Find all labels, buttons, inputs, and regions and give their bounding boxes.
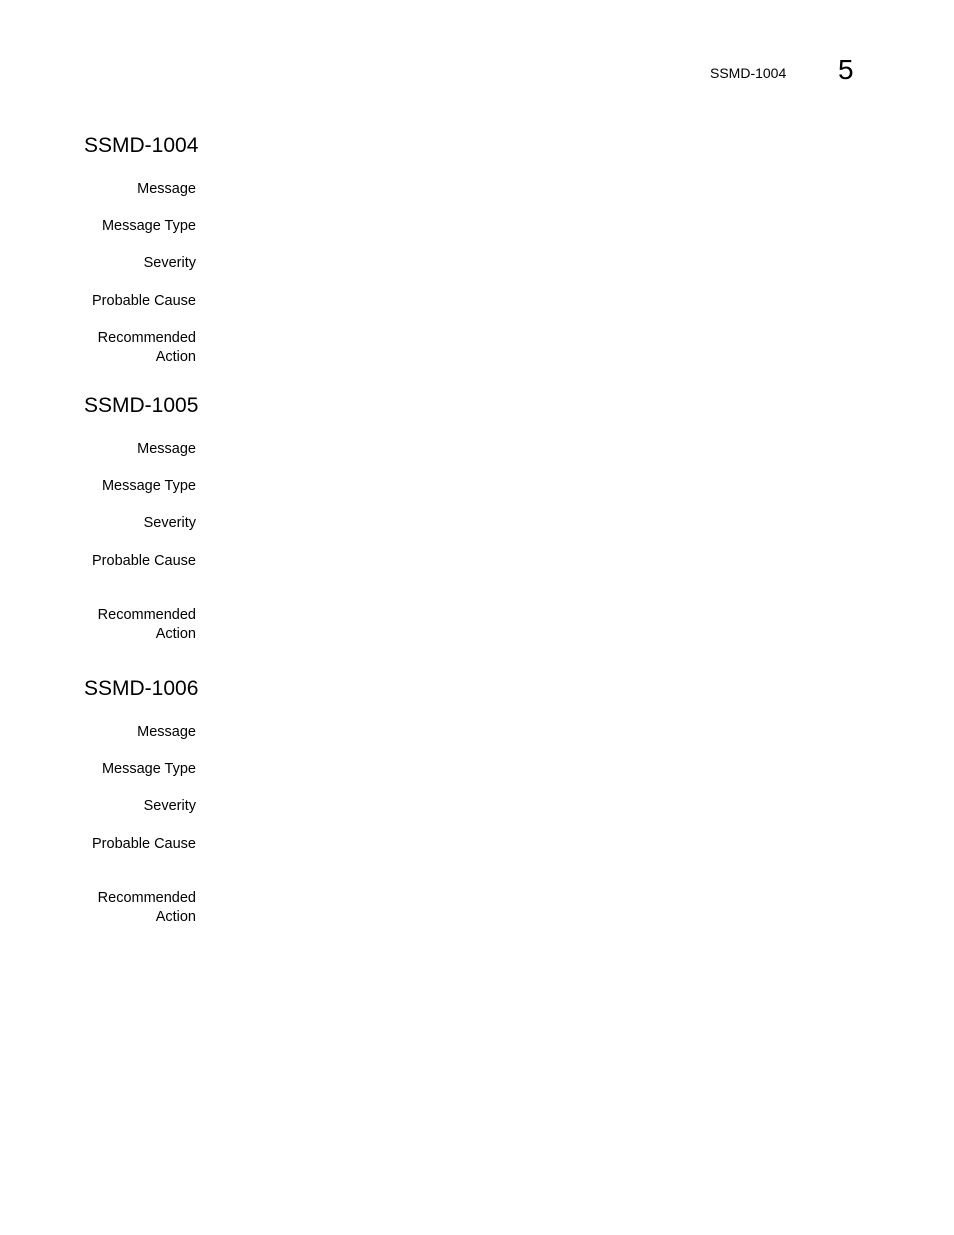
label-recommended: Recommended bbox=[97, 330, 196, 346]
label-probable-cause: Probable Cause bbox=[92, 553, 196, 569]
label-action: Action bbox=[155, 626, 196, 642]
label-message: Message bbox=[137, 441, 196, 457]
running-header-section-label: SSMD-1004 bbox=[710, 65, 787, 81]
chapter-number: 5 bbox=[838, 54, 854, 85]
label-probable-cause: Probable Cause bbox=[92, 836, 196, 852]
running-header bbox=[0, 0, 954, 100]
entry-title: SSMD-1004 bbox=[84, 134, 199, 157]
label-severity: Severity bbox=[143, 515, 196, 531]
label-severity: Severity bbox=[143, 255, 196, 271]
label-probable-cause: Probable Cause bbox=[92, 293, 196, 309]
label-action: Action bbox=[155, 349, 196, 365]
entry-title: SSMD-1006 bbox=[84, 677, 199, 700]
label-message: Message bbox=[137, 181, 196, 197]
label-recommended: Recommended bbox=[97, 890, 196, 906]
entry-title: SSMD-1005 bbox=[84, 394, 199, 417]
label-recommended: Recommended bbox=[97, 607, 196, 623]
label-message-type: Message Type bbox=[101, 478, 196, 494]
label-action: Action bbox=[155, 909, 196, 925]
label-message: Message bbox=[137, 724, 196, 740]
label-message-type: Message Type bbox=[101, 761, 196, 777]
label-message-type: Message Type bbox=[101, 218, 196, 234]
label-severity: Severity bbox=[143, 798, 196, 814]
